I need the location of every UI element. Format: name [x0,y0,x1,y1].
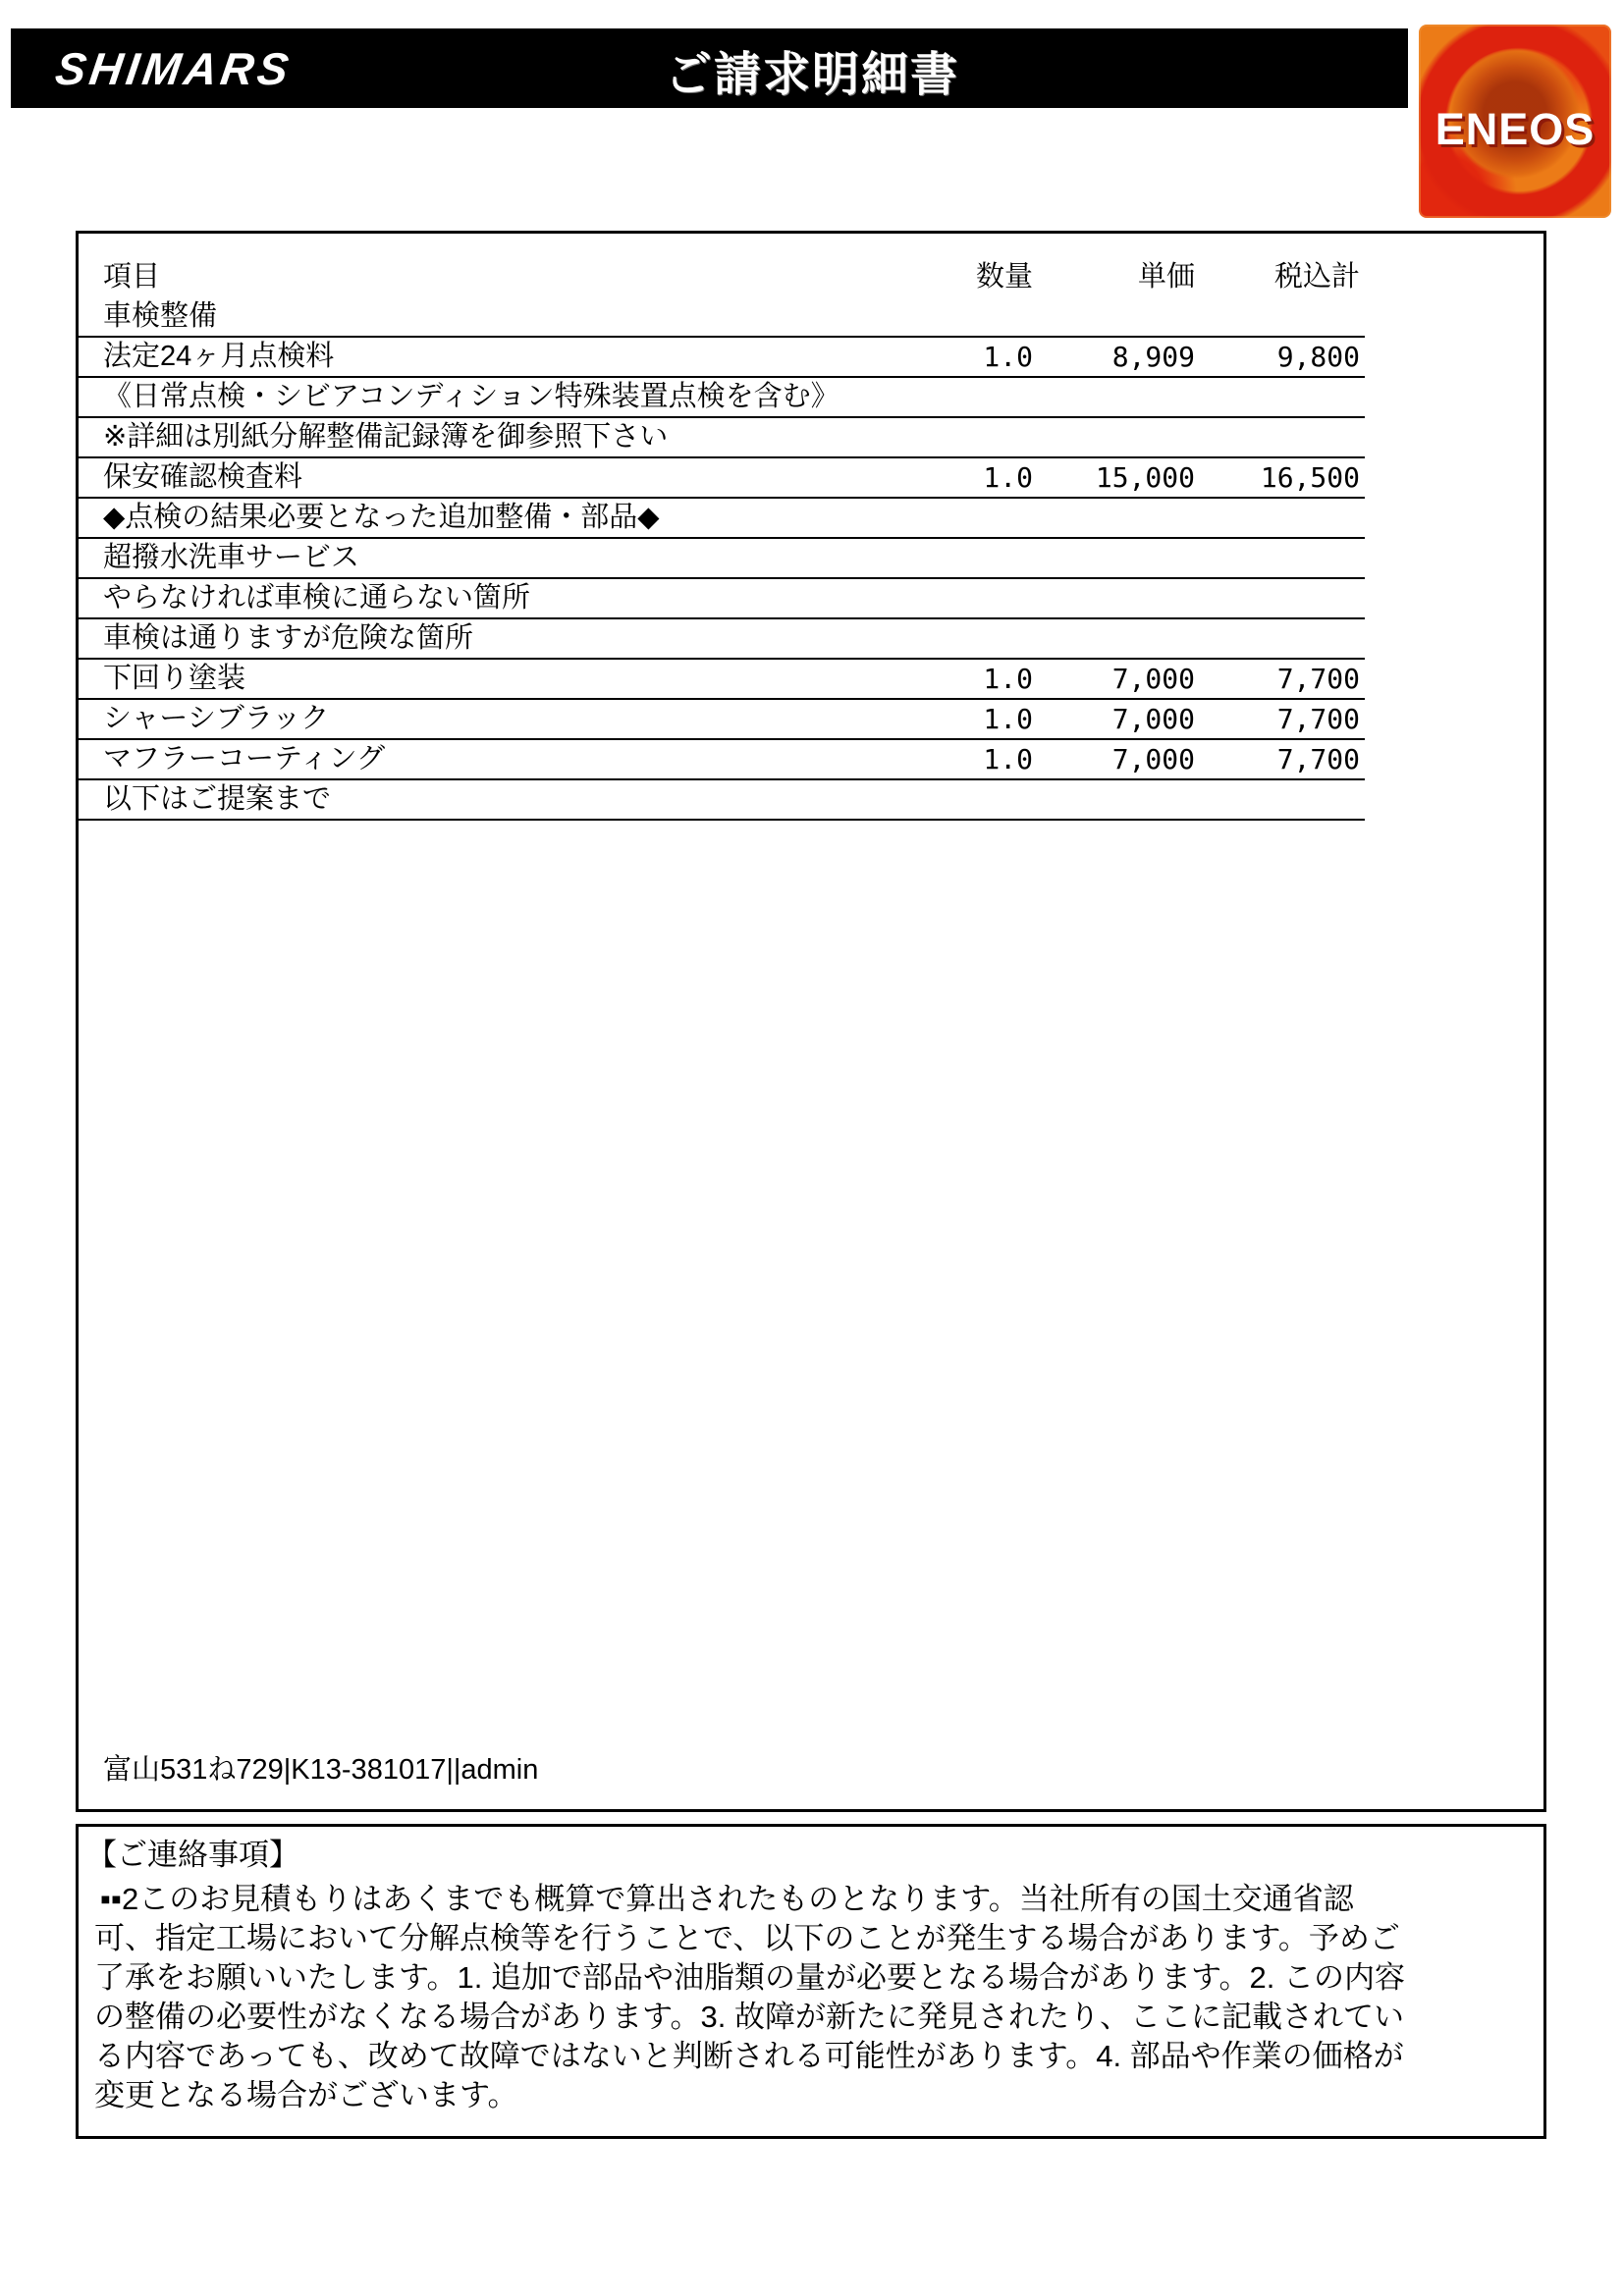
item-name-cell: 法定24ヶ月点検料 [103,341,335,372]
qty-cell: 1.0 [983,663,1033,695]
qty-cell: 1.0 [983,461,1033,494]
unit-price-cell: 15,000 [1095,461,1195,494]
table-row [79,338,1365,378]
item-name-cell: 下回り塗装 [103,663,246,694]
column-header-total: 税込計 [1273,261,1360,293]
table-row [79,619,1365,660]
notice-line: 可、指定工場において分解点検等を行うことで、以下のことが発生する場合があります。予めご [94,1921,1400,1955]
item-name-cell: マフラーコーティング [103,743,386,774]
item-name-cell: ◆点検の結果必要となった追加整備・部品◆ [103,502,660,533]
notice-line: 了承をお願いいたします。1. 追加で部品や油脂類の量が必要となる場合があります。2. この内容 [94,1960,1405,1995]
item-name-cell: やらなければ車検に通らない箇所 [103,582,531,614]
total-cell: 7,700 [1276,703,1360,735]
table-row [79,660,1365,700]
qty-cell: 1.0 [983,743,1033,775]
invoice-table-box [76,231,1546,1812]
table-row [79,700,1365,740]
item-name-cell: 以下はご提案まで [103,783,332,815]
total-cell: 16,500 [1260,461,1360,494]
eneos-logo [1419,25,1611,218]
column-header-qty: 数量 [975,261,1033,293]
unit-price-cell: 7,000 [1111,743,1195,775]
invoice-table [79,257,1365,821]
item-name-cell: 保安確認検査料 [103,461,303,493]
table-row [79,740,1365,780]
item-name-cell: 超撥水洗車サービス [103,542,360,573]
qty-cell: 1.0 [983,341,1033,373]
qty-cell: 1.0 [983,703,1033,735]
column-header-item: 項目 [103,261,161,293]
notice-box [76,1824,1546,2139]
page-title: ご請求明細書 [664,49,960,101]
item-name-cell: シャーシブラック [103,703,330,734]
table-row [79,297,1365,338]
notice-heading: 【ご連絡事項】 [86,1838,299,1872]
vehicle-reference: 富山531ね729|K13-381017||admin [103,1754,539,1786]
column-header-unit-price: 単価 [1137,261,1195,293]
notice-body [79,1880,1543,2115]
brand-logo: SHIMARS [52,43,296,94]
table-row [79,458,1365,499]
table-row [79,499,1365,539]
unit-price-cell: 8,909 [1111,341,1195,373]
item-name-cell: 車検整備 [103,300,218,332]
table-row [79,539,1365,579]
table-row [79,579,1365,619]
notice-line: る内容であっても、改めて故障ではないと判断される可能性があります。4. 部品や作業の価格が [94,2039,1404,2073]
total-cell: 7,700 [1276,743,1360,775]
unit-price-cell: 7,000 [1111,703,1195,735]
total-cell: 7,700 [1276,663,1360,695]
notice-line: ▪▪2このお見積もりはあくまでも概算で算出されたものとなります。当社所有の国土交通省認 [100,1882,1354,1916]
eneos-logo-text: ENEOS [1435,103,1596,154]
table-row [79,780,1365,821]
unit-price-cell: 7,000 [1111,663,1195,695]
notice-line: 変更となる場合がございます。 [94,2078,518,2112]
table-row [79,378,1365,418]
table-header-row [79,257,1365,297]
item-name-cell: ※詳細は別紙分解整備記録簿を御参照下さい [103,421,669,453]
item-name-cell: 《日常点検・シビアコンディション特殊装置点検を含む》 [103,381,839,412]
total-cell: 9,800 [1276,341,1360,373]
table-row [79,418,1365,458]
item-name-cell: 車検は通りますが危険な箇所 [103,622,474,654]
notice-line: の整備の必要性がなくなる場合があります。3. 故障が新たに発見されたり、ここに記載されてい [94,2000,1404,2034]
